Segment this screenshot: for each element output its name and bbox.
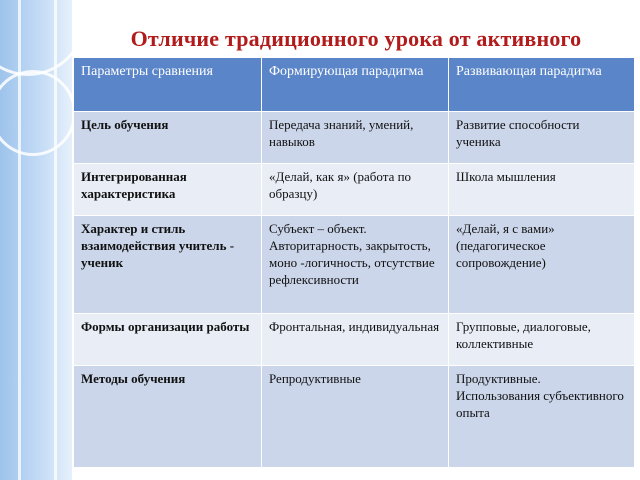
row-developing-value: «Делай, я с вами» (педагогическое сопровождение) [449,216,635,314]
table-row [74,164,635,216]
table-row [74,366,635,468]
row-forming-value: Репродуктивные [262,366,449,468]
decorative-ring [0,70,72,156]
row-parameter: Формы организации работы [74,314,262,366]
table-row [74,314,635,366]
band-stripe [54,0,57,480]
row-parameter: Цель обучения [74,112,262,164]
table-header-row [74,58,635,112]
row-developing-value: Продуктивные. Использования субъективного опыта [449,366,635,468]
row-developing-value: Школа мышления [449,164,635,216]
decorative-side-band [0,0,72,480]
row-parameter: Интегрированная характеристика [74,164,262,216]
table-row [74,112,635,164]
decorative-ring [0,0,72,76]
comparison-table [73,57,635,468]
row-forming-value: Субъект – объект. Авторитарность, закрытость, моно -логичность, отсутствие рефлексивности [262,216,449,314]
table-row [74,216,635,314]
header-forming-paradigm: Формирующая парадигма [262,58,449,112]
row-parameter: Методы обучения [74,366,262,468]
row-forming-value: «Делай, как я» (работа по образцу) [262,164,449,216]
row-developing-value: Групповые, диалоговые, коллективные [449,314,635,366]
row-forming-value: Фронтальная, индивидуальная [262,314,449,366]
row-developing-value: Развитие способности ученика [449,112,635,164]
header-developing-paradigm: Развивающая парадигма [449,58,635,112]
slide-title: Отличие традиционного урока от активного [130,26,582,51]
header-parameters: Параметры сравнения [74,58,262,112]
row-forming-value: Передача знаний, умений, навыков [262,112,449,164]
row-parameter: Характер и стиль взаимодействия учитель - ученик [74,216,262,314]
